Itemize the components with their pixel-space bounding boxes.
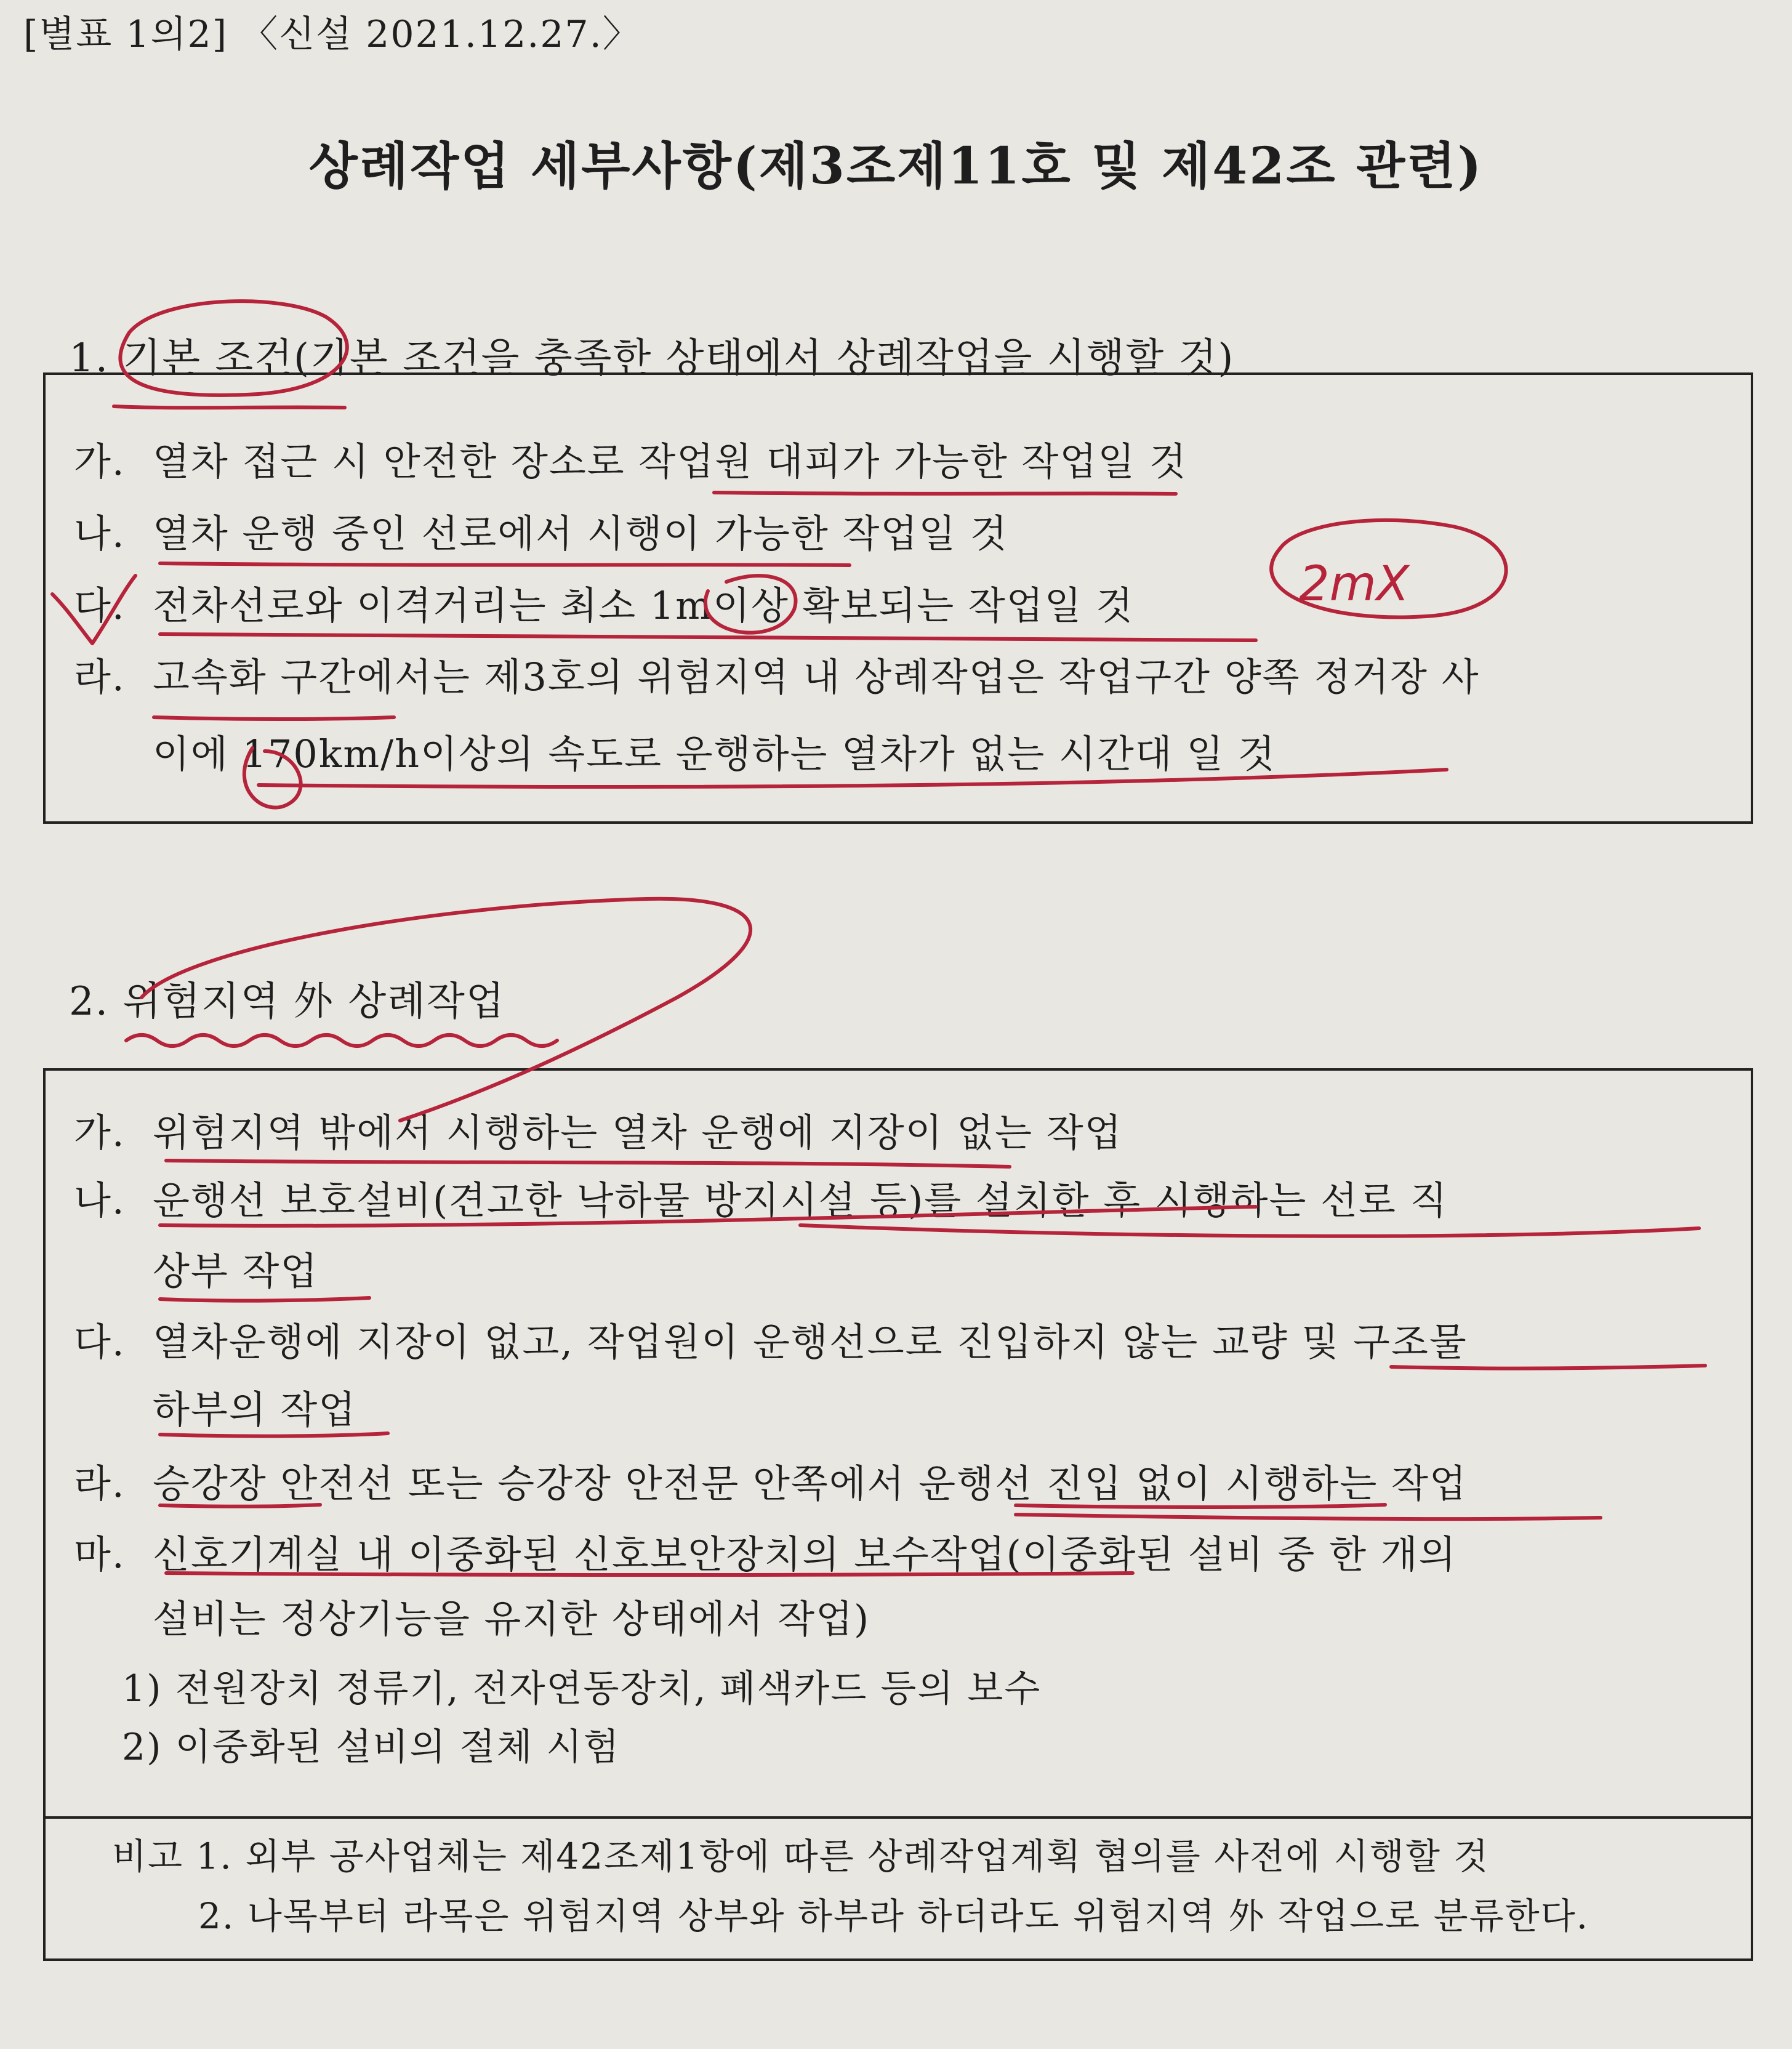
wavy-underline-mark xyxy=(126,1035,557,1046)
appendix-header: [별표 1의2] 〈신설 2021.12.27.〉 xyxy=(23,13,641,56)
section2-heading: 2. 위험지역 外 상례작업 xyxy=(69,979,505,1024)
section2-subitem-2: 2) 이중화된 설비의 절체 시험 xyxy=(122,1726,621,1769)
remarks-line-1: 비고 1. 외부 공사업체는 제42조제1항에 따른 상례작업계획 협의를 사전에 시행할 것 xyxy=(112,1835,1490,1877)
handwritten-note: 2mX xyxy=(1299,557,1410,612)
item-label: 가. xyxy=(74,1110,126,1155)
item-label: 라. xyxy=(74,654,126,699)
section2-item-da xyxy=(74,1311,1468,1366)
item-text: 승강장 안전선 또는 승강장 안전문 안쪽에서 운행선 진입 없이 시행하는 작업 xyxy=(153,1461,1468,1506)
item-label: 나. xyxy=(74,1178,126,1223)
item-text: 열차운행에 지장이 없고, 작업원이 운행선으로 진입하지 않는 교량 및 구조물 xyxy=(153,1319,1468,1364)
document-title: 상례작업 세부사항(제3조제11호 및 제42조 관련) xyxy=(308,137,1484,196)
item-label: 라. xyxy=(74,1461,126,1506)
section2-item-na xyxy=(74,1170,1448,1225)
section1-item-ra xyxy=(74,646,1479,701)
item-label: 가. xyxy=(74,439,126,484)
section1-item-ga xyxy=(74,431,1187,486)
item-text: 운행선 보호설비(견고한 낙하물 방지시설 등)를 설치한 후 시행하는 선로 직 xyxy=(153,1178,1448,1223)
section2-item-ra xyxy=(74,1453,1468,1508)
item-label: 마. xyxy=(74,1532,126,1577)
item-label: 다. xyxy=(74,1319,126,1364)
remarks-line-2: 2. 나목부터 라목은 위험지역 상부와 하부라 하더라도 위험지역 外 작업으로 분류한다. xyxy=(198,1895,1589,1937)
item-text: 고속화 구간에서는 제3호의 위험지역 내 상례작업은 작업구간 양쪽 정거장 사 xyxy=(153,654,1480,699)
section2-item-na-cont: 상부 작업 xyxy=(153,1249,319,1294)
item-label: 나. xyxy=(74,511,126,556)
item-text: 신호기계실 내 이중화된 신호보안장치의 보수작업(이중화된 설비 중 한 개의 xyxy=(153,1532,1457,1577)
section1-item-ra-cont: 이에 170km/h이상의 속도로 운행하는 열차가 없는 시간대 일 것 xyxy=(153,731,1276,776)
section2-item-ma xyxy=(74,1524,1457,1579)
section1-item-na xyxy=(74,503,1008,558)
section2-item-ga xyxy=(74,1102,1122,1157)
item-label: 다. xyxy=(74,583,126,628)
item-text: 전차선로와 이격거리는 최소 1m이상 확보되는 작업일 것 xyxy=(153,583,1135,628)
item-text: 열차 접근 시 안전한 장소로 작업원 대피가 가능한 작업일 것 xyxy=(153,439,1187,484)
section2-item-da-cont: 하부의 작업 xyxy=(153,1387,357,1432)
section2-subitem-1: 1) 전원장치 정류기, 전자연동장치, 폐색카드 등의 보수 xyxy=(122,1667,1042,1710)
section1-heading: 1. 기본 조건(기본 조건을 충족한 상태에서 상례작업을 시행할 것) xyxy=(69,336,1235,381)
item-text: 위험지역 밖에서 시행하는 열차 운행에 지장이 없는 작업 xyxy=(153,1110,1123,1155)
section2-item-ma-cont: 설비는 정상기능을 유지한 상태에서 작업) xyxy=(153,1596,870,1641)
item-text: 열차 운행 중인 선로에서 시행이 가능한 작업일 것 xyxy=(153,511,1008,556)
section1-item-da xyxy=(74,575,1134,630)
